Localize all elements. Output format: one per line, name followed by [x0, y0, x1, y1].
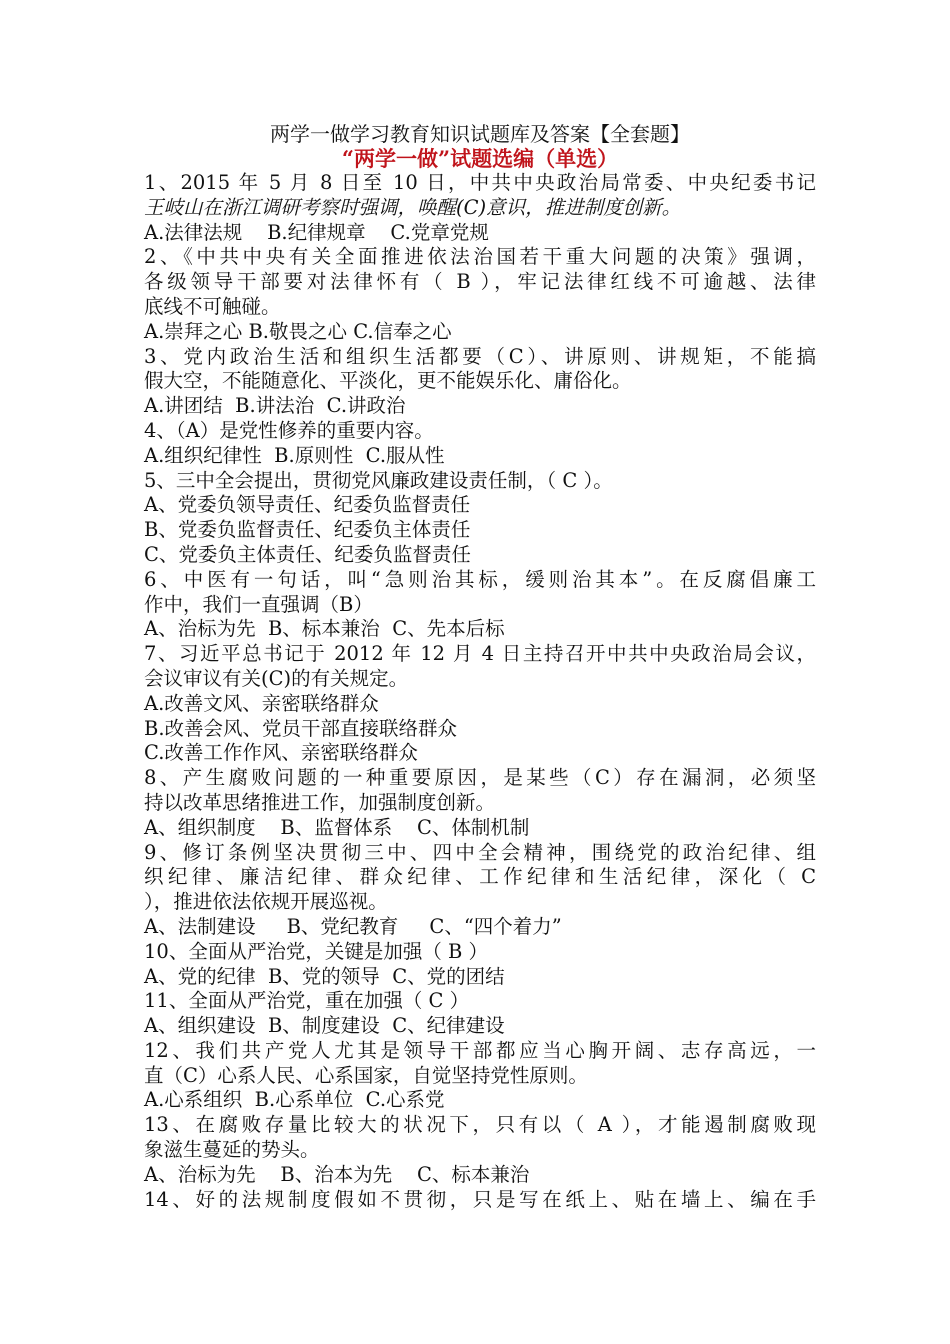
text-line: 14、好的法规制度假如不贯彻，只是写在纸上、贴在墙上、编在手: [144, 1187, 816, 1211]
text-line: 10、全面从严治党，关键是加强（ B ）: [144, 939, 489, 963]
document-subtitle: “两学一做”试题选编（单选）: [341, 146, 619, 171]
text-line: 各级领导干部要对法律怀有（ B ），牢记法律红线不可逾越、法律: [144, 270, 816, 294]
text-line: A.法律法规 B.纪律规章 C.党章党规: [144, 220, 489, 244]
text-line: A.组织纪律性 B.原则性 C.服从性: [144, 443, 445, 467]
text-line: A.改善文风、亲密联络群众: [144, 691, 379, 715]
text-line: 王岐山在浙江调研考察时强调，唤醒(C)意识，推进制度创新。: [144, 195, 682, 219]
text-line: C、党委负主体责任、纪委负监督责任: [144, 542, 471, 566]
text-line: 9、修订条例坚决贯彻三中、四中全会精神，围绕党的政治纪律、组: [144, 840, 816, 864]
text-line: 会议审议有关(C)的有关规定。: [144, 666, 409, 690]
text-line: A、党委负领导责任、纪委负监督责任: [144, 493, 471, 517]
text-line: 底线不可触碰。: [144, 294, 281, 318]
text-line: ），推进依法依规开展巡视。: [144, 890, 388, 914]
text-line: 3、党内政治生活和组织生活都要（C）、讲原则、讲规矩，不能搞: [144, 344, 816, 368]
text-line: 13、在腐败存量比较大的状况下，只有以（ A ），才能遏制腐败现: [144, 1113, 816, 1137]
text-line: 7、习近平总书记于 2012 年 12 月 4 日主持召开中共中央政治局会议，: [144, 642, 816, 666]
text-line: 11、全面从严治党，重在加强（ C ）: [144, 989, 470, 1013]
text-line: 持以改革思绪推进工作，加强制度创新。: [144, 790, 496, 814]
text-line: 假大空，不能随意化、平淡化，更不能娱乐化、庸俗化。: [144, 369, 632, 393]
text-line: 象滋生蔓延的势头。: [144, 1138, 320, 1162]
question-list: [144, 171, 816, 1212]
text-line: 5、三中全会提出，贯彻党风廉政建设责任制，（ C ）。: [144, 468, 613, 492]
document-title: 两学一做学习教育知识试题库及答案【全套题】: [270, 122, 690, 146]
text-line: A.讲团结 B.讲法治 C.讲政治: [144, 394, 406, 418]
text-line: 直（C）心系人民、心系国家，自觉坚持党性原则。: [144, 1063, 588, 1087]
text-line: A、治标为先 B、治本为先 C、标本兼治: [144, 1162, 530, 1186]
text-line: 4、（A）是党性修养的重要内容。: [144, 418, 434, 442]
text-line: A.崇拜之心 B.敬畏之心 C.信奉之心: [144, 319, 452, 343]
text-line: A、法制建设 B、党纪教育 C、“四个着力”: [144, 914, 562, 938]
text-line: A、党的纪律 B、党的领导 C、党的团结: [144, 964, 505, 988]
text-line: A、组织建设 B、制度建设 C、纪律建设: [144, 1014, 505, 1038]
text-line: 作中，我们一直强调（B）: [144, 592, 373, 616]
text-line: B.改善会风、党员干部直接联络群众: [144, 716, 458, 740]
text-line: A.心系组织 B.心系单位 C.心系党: [144, 1088, 445, 1112]
text-line: A、治标为先 B、标本兼治 C、先本后标: [144, 617, 505, 641]
document-page: [144, 121, 816, 1212]
text-line: B、党委负监督责任、纪委负主体责任: [144, 518, 471, 542]
text-line: 6、中医有一句话，叫“急则治其标，缓则治其本”。在反腐倡廉工: [144, 567, 816, 591]
text-line: 1、2015 年 5 月 8 日至 10 日，中共中央政治局常委、中央纪委书记: [144, 171, 816, 194]
text-line: 8、产生腐败问题的一种重要原因，是某些（C）存在漏洞，必须坚: [144, 766, 816, 790]
text-line: A、组织制度 B、监督体系 C、体制机制: [144, 815, 530, 839]
text-line: 12、我们共产党人尤其是领导干部都应当心胸开阔、志存高远，一: [144, 1038, 816, 1062]
text-line: 织纪律、廉洁纪律、群众纪律、工作纪律和生活纪律，深化（ C: [144, 865, 816, 889]
text-line: 2、《中共中央有关全面推进依法治国若干重大问题的决策》强调，: [144, 245, 816, 269]
text-line: C.改善工作作风、亲密联络群众: [144, 741, 418, 765]
